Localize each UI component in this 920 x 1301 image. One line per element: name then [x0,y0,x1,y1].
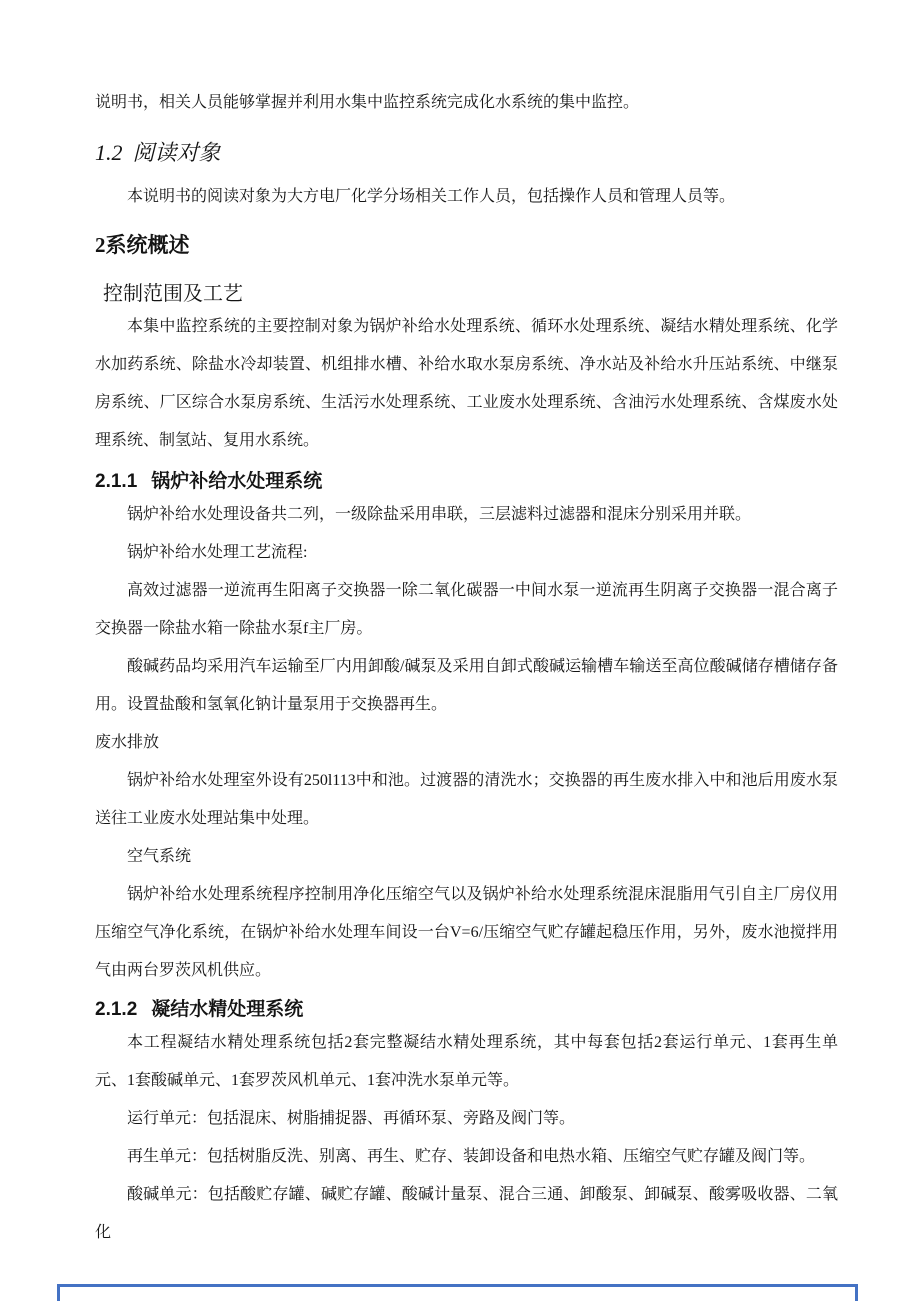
section-heading-2-1-2 [95,996,838,1024]
paragraph-unit-regen: 再生单元：包括树脂反洗、别离、再生、贮存、装卸设备和电热水箱、压缩空气贮存罐及阀门等。 [127,1148,816,1165]
heading-title: 阅读对象 [132,140,221,165]
paragraph-boiler-process-flow: 高效过滤器一逆流再生阳离子交换器一除二氧化碳器一中间水泵一逆流再生阴离子交换器一混合离子交换器一除盐水箱一除盐水泵f主厂房。 [95,582,838,637]
paragraph-unit-run: 运行单元：包括混床、树脂捕捉器、再循环泵、旁路及阀门等。 [127,1110,576,1127]
paragraph-wastewater-detail: 锅炉补给水处理室外设有250l113中和池。过渡器的清洗水；交换器的再生废水排入中和池后用废水泵送往工业废水处理站集中处理。 [95,772,838,827]
paragraph-acid-alkali-transport: 酸碱药品均采用汽车运输至厂内用卸酸/碱泵及采用自卸式酸碱运输槽车输送至高位酸碱储存槽储存备用。设置盐酸和氢氧化钠计量泵用于交换器再生。 [95,658,838,713]
heading-title: 凝结水精处理系统 [151,999,304,1020]
page-border-fragment [57,1284,858,1301]
section-heading-2-1-1 [95,468,838,496]
heading-number: 2.1.1 [95,471,138,492]
heading-title: 锅炉补给水处理系统 [151,471,323,492]
heading-number: 2.1.2 [95,999,138,1020]
continuation-paragraph: 说明书，相关人员能够掌握并利用水集中监控系统完成化水系统的集中监控。 [95,94,640,111]
paragraph-condensate-overview: 本工程凝结水精处理系统包括2套完整凝结水精处理系统，其中每套包括2套运行单元、1套再生单元、1套酸碱单元、1套罗茨风机单元、1套冲洗水泵单元等。 [95,1034,838,1089]
section-heading-scope: 控制范围及工艺 [103,283,243,305]
paragraph-air-system-label: 空气系统 [127,848,192,865]
paragraph-air-system-detail: 锅炉补给水处理系统程序控制用净化压缩空气以及锅炉补给水处理系统混床混脂用气引自主厂房仪用压缩空气净化系统，在锅炉补给水处理车间设一台V=6/压缩空气贮存罐起稳压作用，另外，废水池搅拌用气由两台罗茨风机供应。 [95,886,838,979]
paragraph-boiler-equipment: 锅炉补给水处理设备共二列，一级除盐采用串联，三层滤料过滤器和混床分别采用并联。 [127,506,752,523]
section-heading-1-2 [95,138,838,168]
paragraph-wastewater-label: 废水排放 [95,734,160,751]
paragraph-unit-acid: 酸碱单元：包括酸贮存罐、碱贮存罐、酸碱计量泵、混合三通、卸酸泵、卸碱泵、酸雾吸收器、二氧化 [95,1186,838,1241]
paragraph-boiler-process-label: 锅炉补给水处理工艺流程: [127,544,308,561]
chapter-heading-2: 2系统概述 [95,233,190,257]
paragraph-control-scope: 本集中监控系统的主要控制对象为锅炉补给水处理系统、循环水处理系统、凝结水精处理系统、化学水加药系统、除盐水冷却装置、机组排水槽、补给水取水泵房系统、净水站及补给水升压站系统、中继泵房系统、厂区综合水泵房系统、生活污水处理系统、工业废水处理系统、含油污水处理系统、含煤废水处理系统、制氢站、复用水系统。 [95,318,838,449]
heading-number: 1.2 [95,140,123,165]
paragraph-readers: 本说明书的阅读对象为大方电厂化学分场相关工作人员，包括操作人员和管理人员等。 [127,188,736,205]
